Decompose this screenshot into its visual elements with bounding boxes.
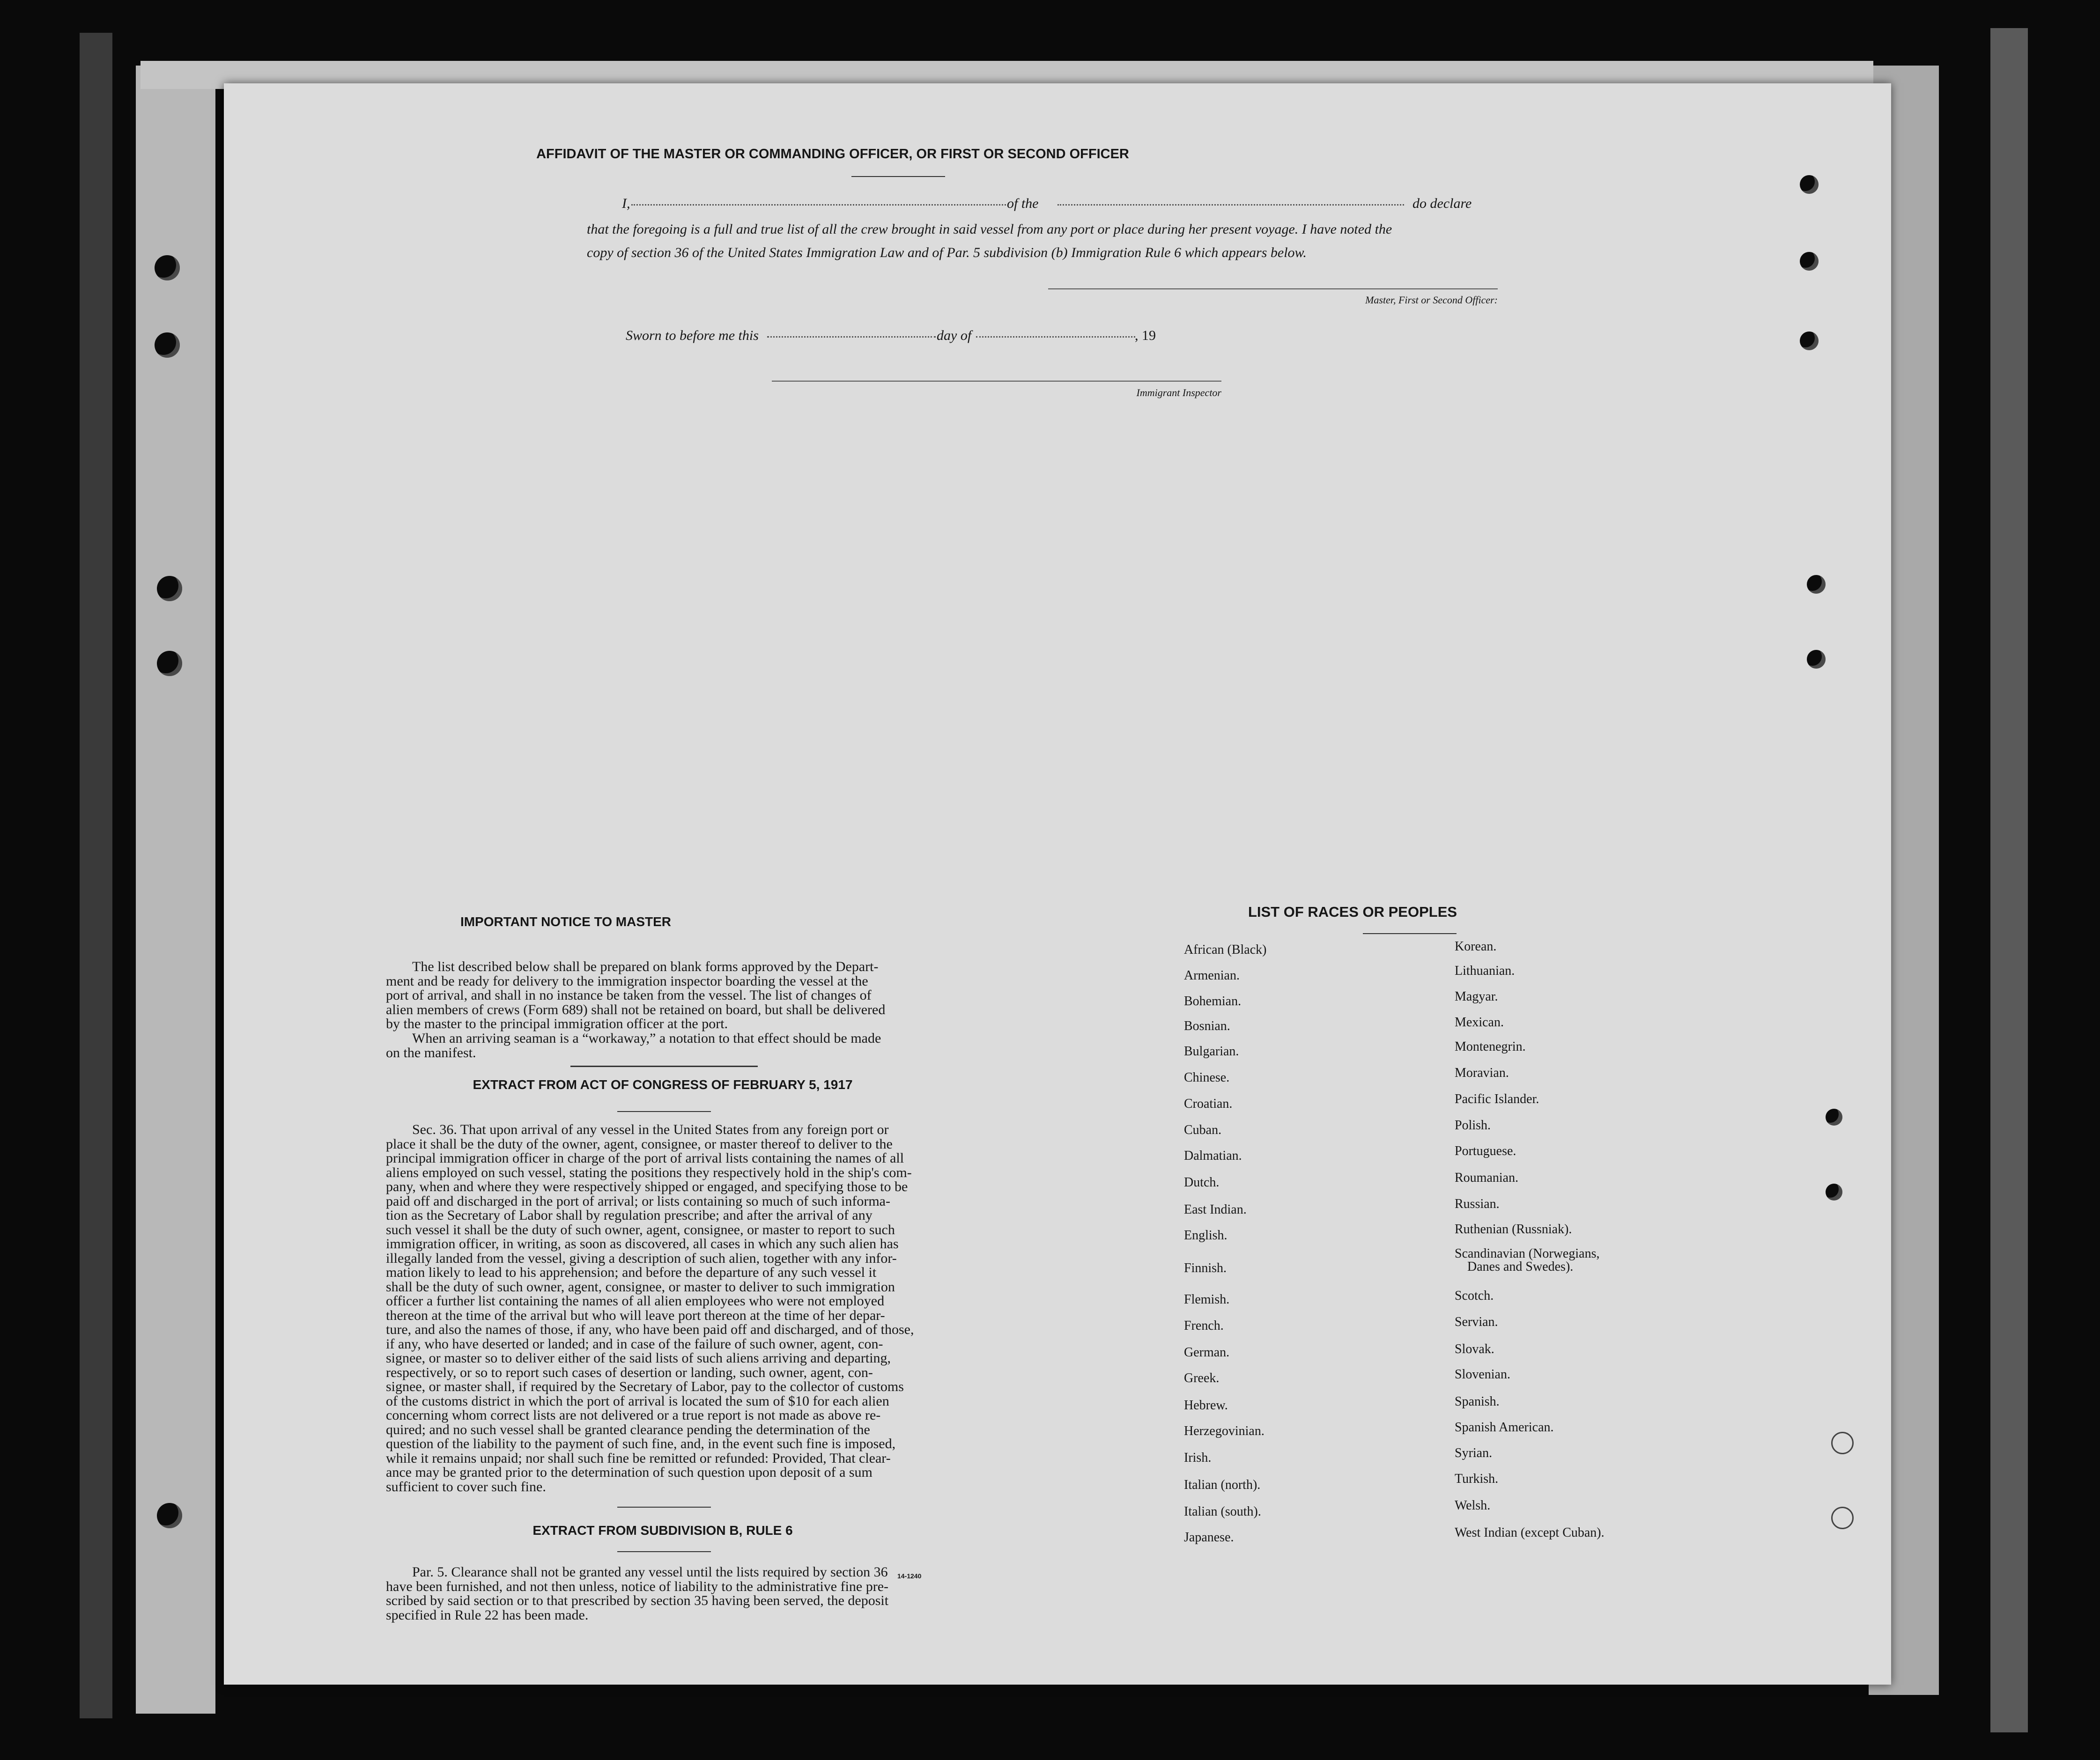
binder-hole-icon: [157, 576, 182, 601]
race-item: Portuguese.: [1455, 1144, 1516, 1158]
punch-hole-icon: [1807, 575, 1826, 594]
act-line: if any, who have deserted or landed; and in case of the failure of such owner, agent, con-: [386, 1336, 883, 1352]
affidavit-of-label: of the: [1007, 196, 1039, 211]
act-line: aliens employed on such vessel, stating the positions they respectively hold in the ship's com-: [386, 1164, 912, 1180]
act-line: concerning whom correct lists are not delivered or a true report is not made as above re-: [386, 1407, 881, 1423]
race-item: Dalmatian.: [1184, 1149, 1242, 1163]
binder-hole-icon: [155, 255, 180, 280]
officer-signature-caption: Master, First or Second Officer:: [1365, 294, 1498, 306]
race-item: Servian.: [1455, 1315, 1498, 1329]
binder-hole-icon: [157, 1503, 182, 1528]
notice-paragraph: [386, 960, 939, 1060]
extract-act-rule: [617, 1111, 711, 1112]
race-item: French.: [1184, 1318, 1224, 1333]
act-line: respectively, or so to report such cases of desertion or landing, such owner, agent, con-: [386, 1364, 873, 1380]
race-item: East Indian.: [1184, 1202, 1247, 1217]
race-item: African (Black): [1184, 943, 1267, 957]
rule-line: scribed by said section or to that prescribed by section 35 having been served, the deposit: [386, 1593, 889, 1609]
affidavit-title: AFFIDAVIT OF THE MASTER OR COMMANDING OFFICER, OR FIRST OR SECOND OFFICER: [536, 147, 1129, 162]
race-item: Montenegrin.: [1455, 1039, 1526, 1054]
binder-hole-icon: [155, 332, 180, 358]
notice-line: ment and be ready for delivery to the immigration inspector boarding the vessel at the: [386, 973, 868, 989]
act-line: principal immigration officer in charge of the port of arrival lists containing the names of all: [386, 1150, 904, 1166]
race-item: Greek.: [1184, 1371, 1220, 1385]
race-item: Ruthenian (Russniak).: [1455, 1222, 1572, 1237]
race-item: Spanish American.: [1455, 1420, 1554, 1435]
act-line: signee, or master so to deliver either of the said lists of such aliens arriving and departing,: [386, 1350, 891, 1366]
act-line: place it shall be the duty of the owner, agent, consignee, or master thereof to deliver to the: [386, 1136, 893, 1152]
vessel-field[interactable]: [1057, 204, 1404, 206]
race-item: Italian (south).: [1184, 1504, 1261, 1519]
race-item: German.: [1184, 1345, 1230, 1360]
notice-line: port of arrival, and shall in no instance be taken from the vessel. The list of changes of: [386, 987, 872, 1003]
race-item: Croatian.: [1184, 1097, 1233, 1111]
race-item: Bohemian.: [1184, 994, 1242, 1009]
notice-line: by the master to the principal immigration officer at the port.: [386, 1016, 728, 1032]
notice-rule: [570, 1066, 758, 1067]
notice-line: alien members of crews (Form 689) shall not be retained on board, but shall be delivered: [386, 1002, 886, 1017]
inspector-caption: Immigrant Inspector: [1136, 387, 1221, 398]
race-item: Welsh.: [1455, 1498, 1491, 1513]
officer-signature-field[interactable]: [1048, 288, 1498, 289]
race-item: Herzegovinian.: [1184, 1424, 1264, 1438]
race-item: Bulgarian.: [1184, 1044, 1239, 1059]
race-item: Armenian.: [1184, 968, 1240, 983]
race-item: Syrian.: [1455, 1446, 1493, 1460]
race-item: Lithuanian.: [1455, 964, 1515, 978]
sworn-label: Sworn to before me this: [626, 328, 759, 343]
act-line: ance may be granted prior to the determination of such question upon deposit of a sum: [386, 1465, 873, 1480]
race-item: Flemish.: [1184, 1292, 1230, 1307]
left-binder-strip: [80, 33, 112, 1718]
notice-title: IMPORTANT NOTICE TO MASTER: [460, 914, 672, 929]
race-item: Irish.: [1184, 1451, 1212, 1465]
punch-hole-icon: [1826, 1109, 1842, 1126]
punch-hole-icon: [1800, 175, 1819, 194]
race-item: West Indian (except Cuban).: [1455, 1525, 1605, 1540]
act-line: tion as the Secretary of Labor shall by regulation prescribe; and after the arrival of any: [386, 1208, 873, 1223]
race-item: Slovenian.: [1455, 1367, 1510, 1382]
act-line: illegally landed from the vessel, giving a description of such alien, together with any infor-: [386, 1250, 897, 1266]
act-line: paid off and discharged in the port of arrival; or lists containing so much of such informa-: [386, 1193, 890, 1209]
punch-hole-icon: [1800, 331, 1819, 350]
race-item: Dutch.: [1184, 1175, 1220, 1190]
race-item: Danes and Swedes).: [1467, 1259, 1574, 1274]
name-field[interactable]: [631, 204, 1006, 206]
year-label: , 19: [1135, 328, 1156, 343]
act-line: shall be the duty of such owner, agent, consignee, or master to deliver to such immigration: [386, 1279, 895, 1295]
race-item: Slovak.: [1455, 1342, 1494, 1356]
act-line: thereon at the time of the arrival but who will leave port thereon at the time of her depar-: [386, 1307, 885, 1323]
race-item: Pacific Islander.: [1455, 1092, 1539, 1106]
act-line: ture, and also the names of those, if any, who have been paid off and discharged, and of those,: [386, 1322, 914, 1337]
race-item: Russian.: [1455, 1197, 1500, 1211]
punch-hole-icon: [1807, 650, 1826, 669]
punch-hole-icon: [1831, 1507, 1854, 1529]
race-item: Polish.: [1455, 1118, 1491, 1133]
notice-line: The list described below shall be prepared on blank forms approved by the Depart-: [412, 959, 879, 974]
binder-hole-icon: [157, 651, 182, 676]
punch-hole-icon: [1800, 252, 1819, 271]
inspector-signature-field[interactable]: [772, 381, 1221, 382]
notice-line: When an arriving seaman is a “workaway,” a notation to that effect should be made: [412, 1030, 881, 1046]
affidavit-i-label: I,: [622, 196, 630, 211]
notice-line: on the manifest.: [386, 1045, 476, 1060]
affidavit-declare-label: do declare: [1412, 196, 1472, 211]
punch-hole-icon: [1831, 1432, 1854, 1454]
extract-rule-title: EXTRACT FROM SUBDIVISION B, RULE 6: [532, 1523, 793, 1538]
race-item: Japanese.: [1184, 1530, 1234, 1545]
race-item: Moravian.: [1455, 1066, 1509, 1080]
act-line: pany, when and where they were respectively shipped or engaged, and specifying those to be: [386, 1179, 908, 1194]
race-item: Scotch.: [1455, 1289, 1494, 1303]
race-item: Turkish.: [1455, 1472, 1499, 1486]
sworn-day-field[interactable]: [767, 336, 936, 338]
punch-hole-icon: [1826, 1184, 1842, 1200]
act-line: of the customs district in which the port of arrival is located the sum of $10 for each alien: [386, 1393, 889, 1409]
race-item: English.: [1184, 1228, 1227, 1243]
race-item: Mexican.: [1455, 1015, 1504, 1030]
race-item: Bosnian.: [1184, 1019, 1230, 1033]
rule-line: have been furnished, and not then unless, notice of liability to the administrative fine pre-: [386, 1578, 889, 1594]
sworn-month-field[interactable]: [976, 336, 1135, 338]
extract-rule-paragraph: [386, 1565, 939, 1622]
race-item: Scandinavian (Norwegians,: [1455, 1246, 1600, 1261]
document-sheet: [224, 83, 1891, 1685]
left-page-edge: [136, 66, 215, 1714]
act-line: such vessel it shall be the duty of such owner, agent, consignee, or master to report to such: [386, 1222, 895, 1237]
extract-act-paragraph: [386, 1123, 939, 1494]
day-of-label: day of: [937, 328, 972, 343]
race-item: Italian (north).: [1184, 1478, 1261, 1492]
affidavit-title-rule: [851, 176, 945, 177]
affidavit-line2: that the foregoing is a full and true list of all the crew brought in said vessel from any port or place during her present voyage. I have noted the: [587, 221, 1392, 237]
act-line: quired; and no such vessel shall be granted clearance pending the determination of the: [386, 1421, 870, 1437]
extract-act-title: EXTRACT FROM ACT OF CONGRESS OF FEBRUARY 5, 1917: [473, 1077, 853, 1092]
races-title: LIST OF RACES OR PEOPLES: [1248, 904, 1457, 920]
rule-line: specified in Rule 22 has been made.: [386, 1607, 589, 1623]
race-item: Spanish.: [1455, 1394, 1500, 1409]
race-item: Roumanian.: [1455, 1171, 1519, 1185]
extract-act-end-rule: [617, 1507, 711, 1508]
act-line: question of the liability to the payment of such fine, and, in the event such fine is imposed,: [386, 1436, 896, 1451]
race-item: Hebrew.: [1184, 1398, 1228, 1413]
act-line: Sec. 36. That upon arrival of any vessel in the United States from any foreign port or: [412, 1122, 889, 1137]
race-item: Korean.: [1455, 939, 1497, 954]
right-binder-strip: [1990, 28, 2028, 1732]
race-item: Cuban.: [1184, 1123, 1222, 1137]
act-line: while it remains unpaid; nor shall such fine be remitted or refunded: Provided, That clear-: [386, 1450, 891, 1466]
extract-rule-rule: [617, 1551, 711, 1552]
race-item: Magyar.: [1455, 989, 1498, 1004]
race-item: Chinese.: [1184, 1070, 1230, 1085]
act-line: sufficient to cover such fine.: [386, 1479, 546, 1495]
races-title-rule: [1363, 933, 1457, 934]
act-line: officer a further list containing the names of all alien employees who were not employed: [386, 1293, 885, 1309]
act-line: mation likely to lead to his apprehension; and before the departure of any such vessel it: [386, 1265, 877, 1280]
act-line: immigration officer, in writing, as soon as discovered, all cases in which any such alien has: [386, 1236, 899, 1252]
rule-line: Par. 5. Clearance shall not be granted any vessel until the lists required by section 36: [412, 1564, 888, 1580]
affidavit-line3: copy of section 36 of the United States Immigration Law and of Par. 5 subdivision (b) Immigration Rule 6 which appears below.: [587, 245, 1307, 260]
form-number: 14-1240: [897, 1572, 922, 1580]
act-line: signee, or master shall, if required by the Secretary of Labor, pay to the collector of customs: [386, 1379, 904, 1394]
race-item: Finnish.: [1184, 1261, 1227, 1275]
